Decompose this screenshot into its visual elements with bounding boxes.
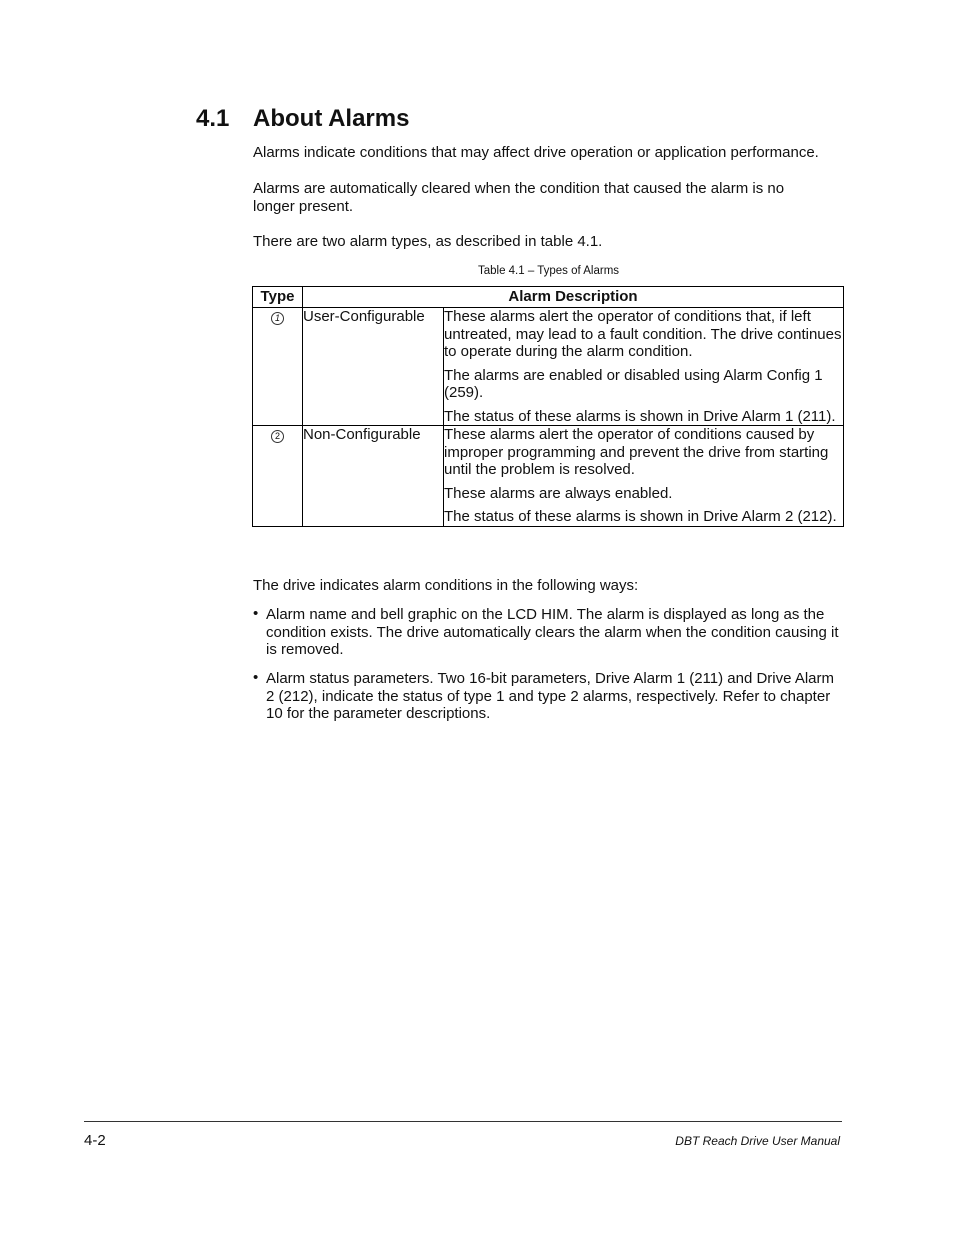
description-paragraph: The alarms are enabled or disabled using Alarm Config 1 (259). [444, 366, 823, 401]
type-2-symbol: 2 [271, 430, 284, 443]
alarm-description [444, 426, 844, 527]
table-caption: Table 4.1 – Types of Alarms [477, 265, 620, 277]
table-row [253, 426, 844, 527]
table-row [253, 308, 844, 426]
section-title: About Alarms [253, 105, 410, 132]
intro-paragraph-3: There are two alarm types, as described in table 4.1. [253, 233, 603, 250]
description-paragraph: The status of these alarms is shown in Drive Alarm 2 (212). [444, 508, 837, 525]
type-column-header: Type [253, 287, 303, 308]
description-paragraph: The status of these alarms is shown in Drive Alarm 1 (211). [444, 407, 836, 425]
manual-title: DBT Reach Drive User Manual [675, 1134, 840, 1148]
intro-paragraph-1: Alarms indicate conditions that may affect drive operation or application performance. [253, 144, 819, 161]
description-column-header: Alarm Description [303, 287, 844, 308]
description-paragraph: These alarms alert the operator of conditions caused by improper programming and prevent the drive from starting until the problem is resolved. [444, 426, 829, 478]
intro-paragraph-2: Alarms are automatically cleared when the condition that caused the alarm is no longer present. [253, 180, 785, 215]
after-table-paragraph: The drive indicates alarm conditions in the following ways: [253, 577, 639, 594]
alarm-description [444, 308, 844, 426]
list-item [253, 606, 845, 659]
alarm-type-name: User-Configurable [303, 308, 444, 426]
bullet-icon: • [253, 605, 259, 622]
alarm-type-name: Non-Configurable [303, 426, 444, 527]
description-paragraph: These alarms alert the operator of conditions that, if left untreated, may lead to a fault condition. The drive continues to operate during the alarm condition. [444, 308, 842, 360]
table-header-row [253, 287, 844, 308]
section-heading [196, 104, 409, 134]
bullet-text: Alarm name and bell graphic on the LCD HIM. The alarm is displayed as long as the condition exists. The drive automatically clears the alarm when the condition causing it is removed. [266, 606, 839, 658]
section-number: 4.1 [196, 105, 230, 132]
alarm-types-table [252, 286, 844, 527]
list-item [253, 670, 845, 723]
page-number: 4-2 [84, 1132, 106, 1149]
footer-divider [84, 1121, 842, 1122]
bullet-text: Alarm status parameters. Two 16-bit parameters, Drive Alarm 1 (211) and Drive Alarm 2 (212), indicate the status of type 1 and type 2 alarms, respectively. Refer to chapter 10 for the parameter descriptions. [266, 670, 834, 722]
type-1-symbol: 1 [271, 312, 284, 325]
description-paragraph: These alarms are always enabled. [444, 484, 673, 502]
bullet-icon: • [253, 669, 259, 686]
